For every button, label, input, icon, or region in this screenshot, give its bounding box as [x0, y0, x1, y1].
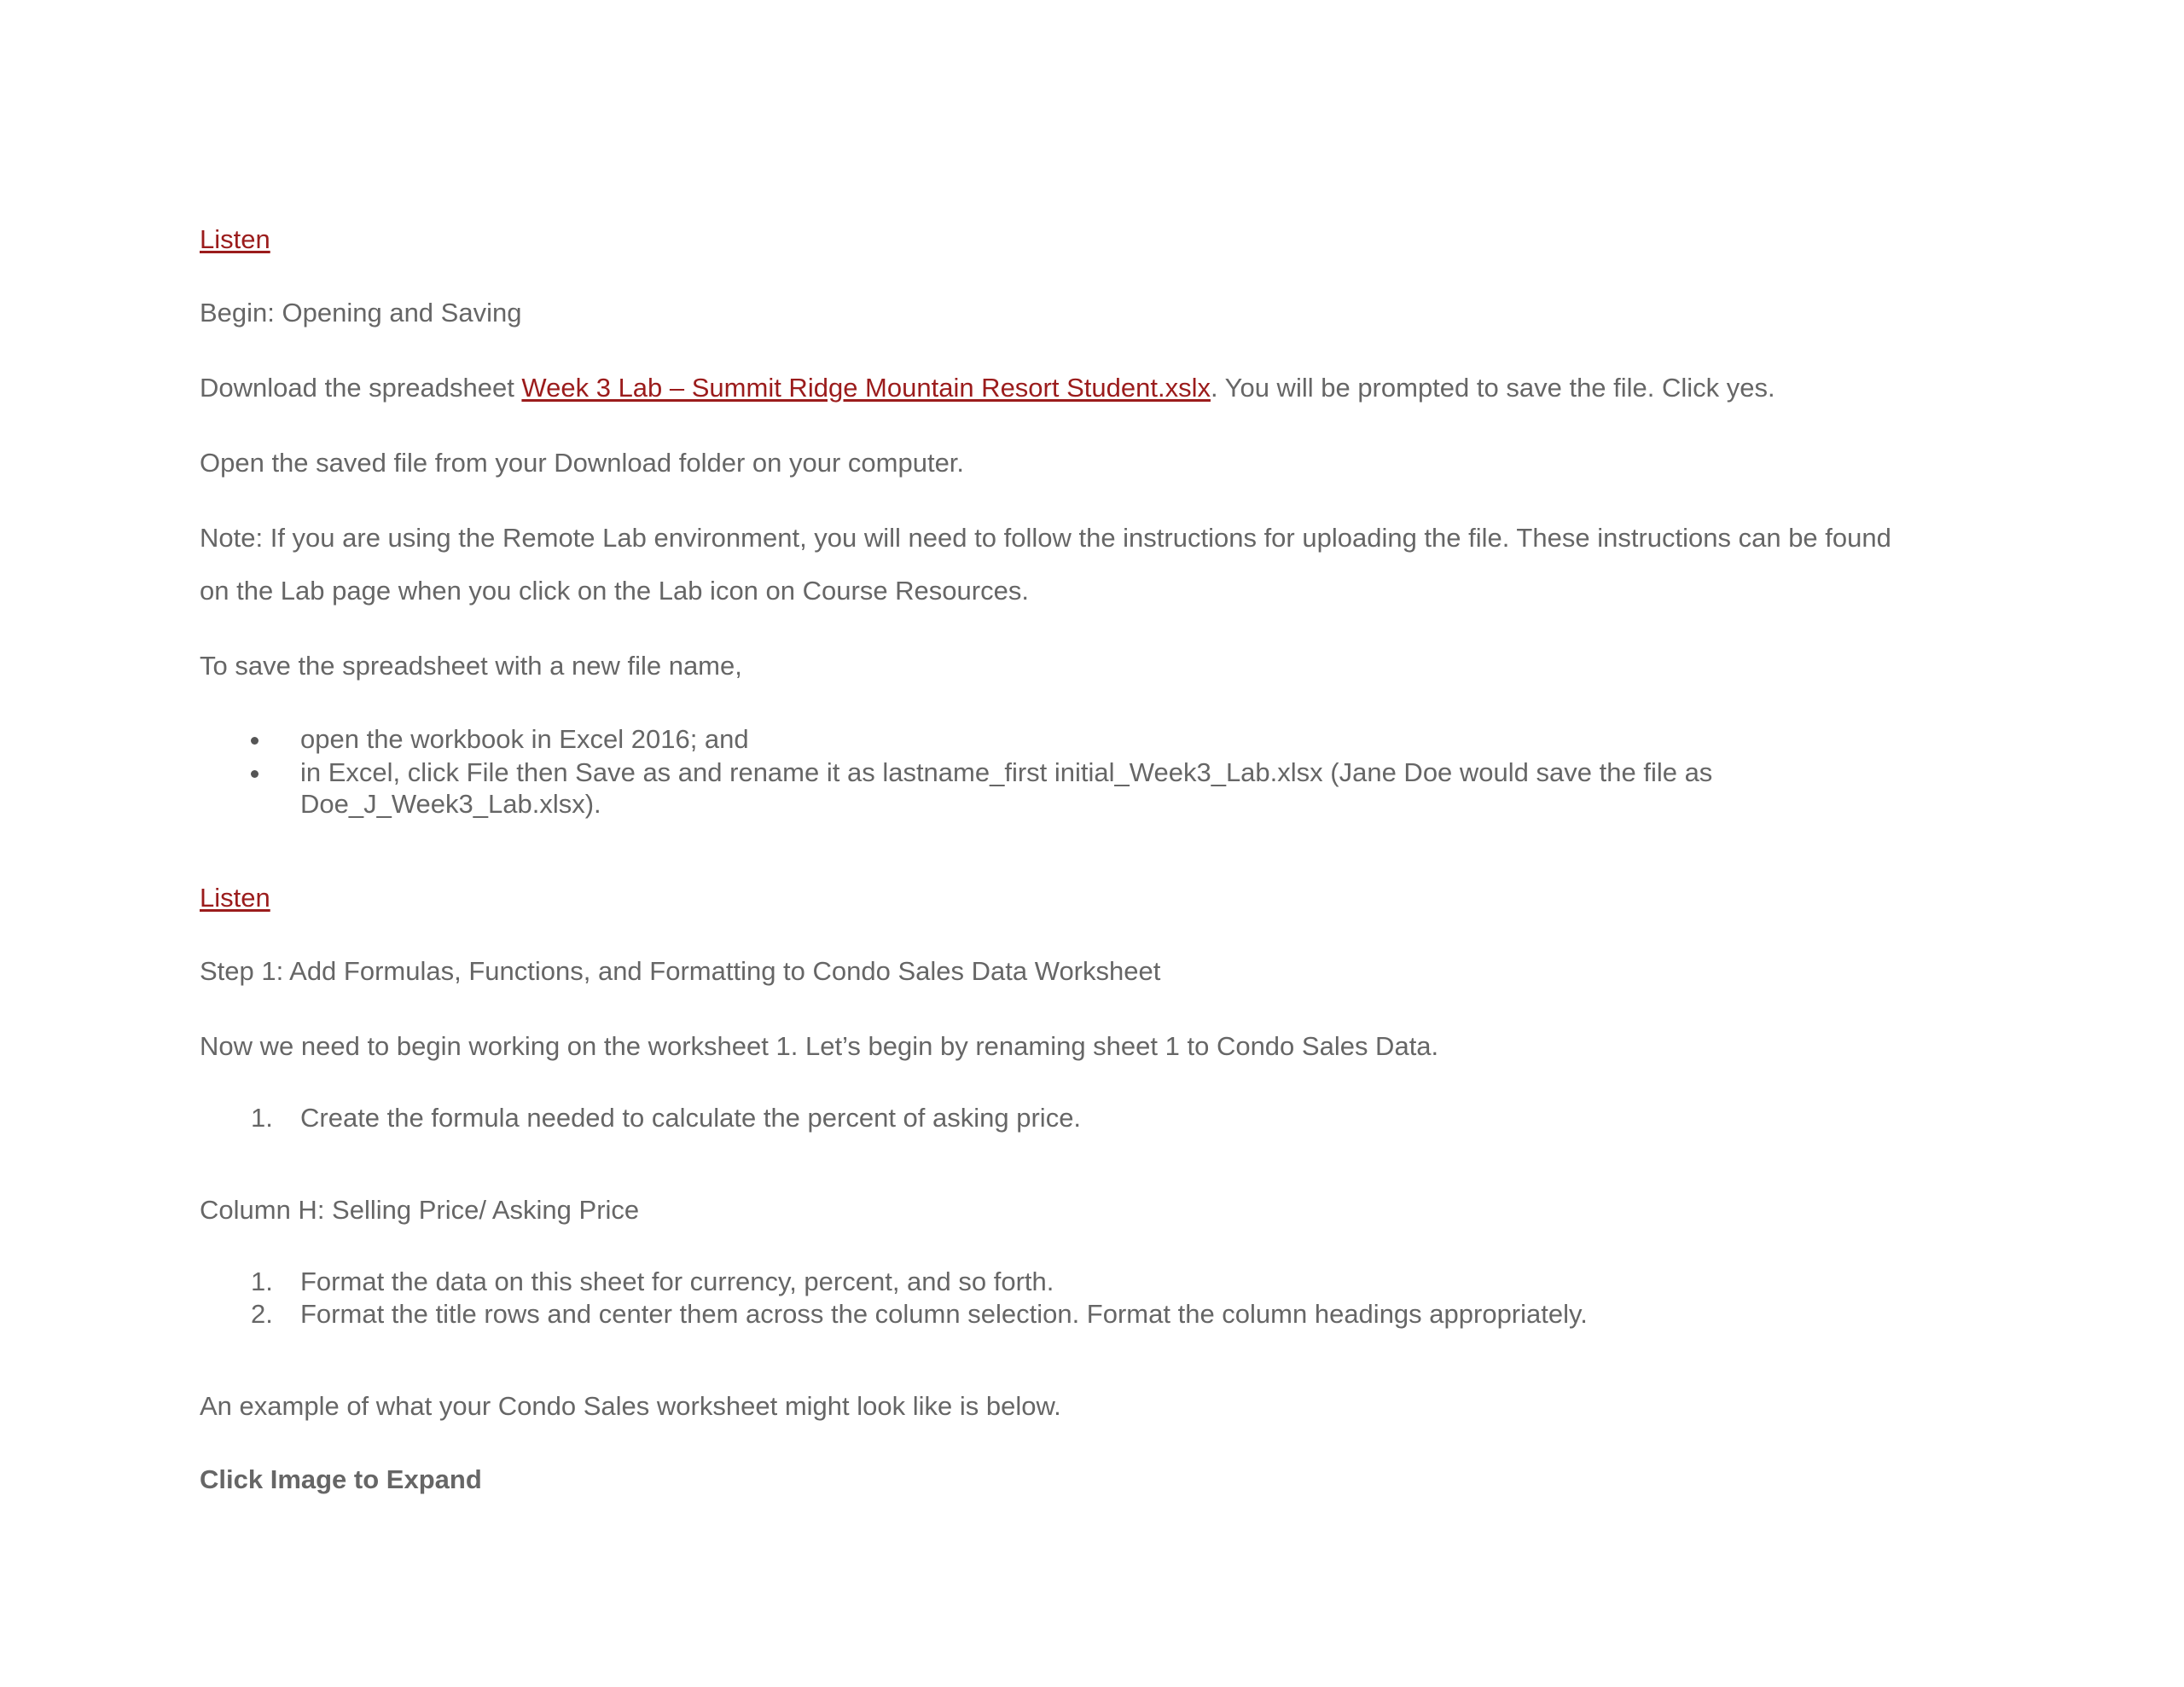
download-spreadsheet-link[interactable]: Week 3 Lab – Summit Ridge Mountain Resort Student.xslx	[521, 373, 1211, 403]
list1-item-1-text: Create the formula needed to calculate the percent of asking price.	[300, 1103, 1082, 1133]
step1-intro-paragraph: Now we need to begin working on the worksheet 1. Let’s begin by renaming sheet 1 to Condo Sales Data.	[200, 1031, 1439, 1061]
save-intro-paragraph: To save the spreadsheet with a new file name,	[200, 651, 742, 681]
download-pre-text: Download the spreadsheet	[200, 373, 522, 403]
bullet-dot-icon	[251, 723, 285, 756]
example-paragraph: An example of what your Condo Sales worksheet might look like is below.	[200, 1391, 1061, 1421]
note-line-1: Note: If you are using the Remote Lab environment, you will need to follow the instructions for uploading the file. These instructions can be found	[200, 523, 1891, 553]
listen-link-1[interactable]: Listen	[200, 224, 270, 254]
listen-link-2[interactable]: Listen	[200, 883, 270, 913]
list2-item-1-number: 1.	[251, 1267, 273, 1296]
download-post-text: . You will be prompted to save the file. Click yes.	[1210, 373, 1775, 403]
list2-item-2-text: Format the title rows and center them across the column selection. Format the column headings appropriately.	[300, 1299, 1588, 1329]
listen-link-1-container	[200, 223, 270, 256]
bullet-item-1-text: open the workbook in Excel 2016; and	[300, 724, 749, 754]
listen-link-2-container	[200, 882, 270, 914]
list1-item-1-number: 1.	[251, 1103, 273, 1133]
download-paragraph	[200, 372, 1775, 404]
click-image-to-expand[interactable]: Click Image to Expand	[200, 1464, 482, 1494]
begin-heading: Begin: Opening and Saving	[200, 298, 522, 328]
list2-item-2-number: 2.	[251, 1299, 273, 1329]
open-saved-paragraph: Open the saved file from your Download folder on your computer.	[200, 448, 965, 478]
note-line-2: on the Lab page when you click on the Lab icon on Course Resources.	[200, 576, 1029, 606]
bullet-item-2-text-line2: Doe_J_Week3_Lab.xlsx).	[300, 789, 601, 819]
bullet-item-2-text: in Excel, click File then Save as and rename it as lastname_first initial_Week3_Lab.xlsx (Jane Doe would save the file as	[300, 757, 1713, 787]
column-h-paragraph: Column H: Selling Price/ Asking Price	[200, 1195, 640, 1225]
step1-heading: Step 1: Add Formulas, Functions, and Formatting to Condo Sales Data Worksheet	[200, 956, 1161, 986]
bullet-dot-icon	[251, 757, 285, 789]
list2-item-1-text: Format the data on this sheet for currency, percent, and so forth.	[300, 1267, 1054, 1296]
